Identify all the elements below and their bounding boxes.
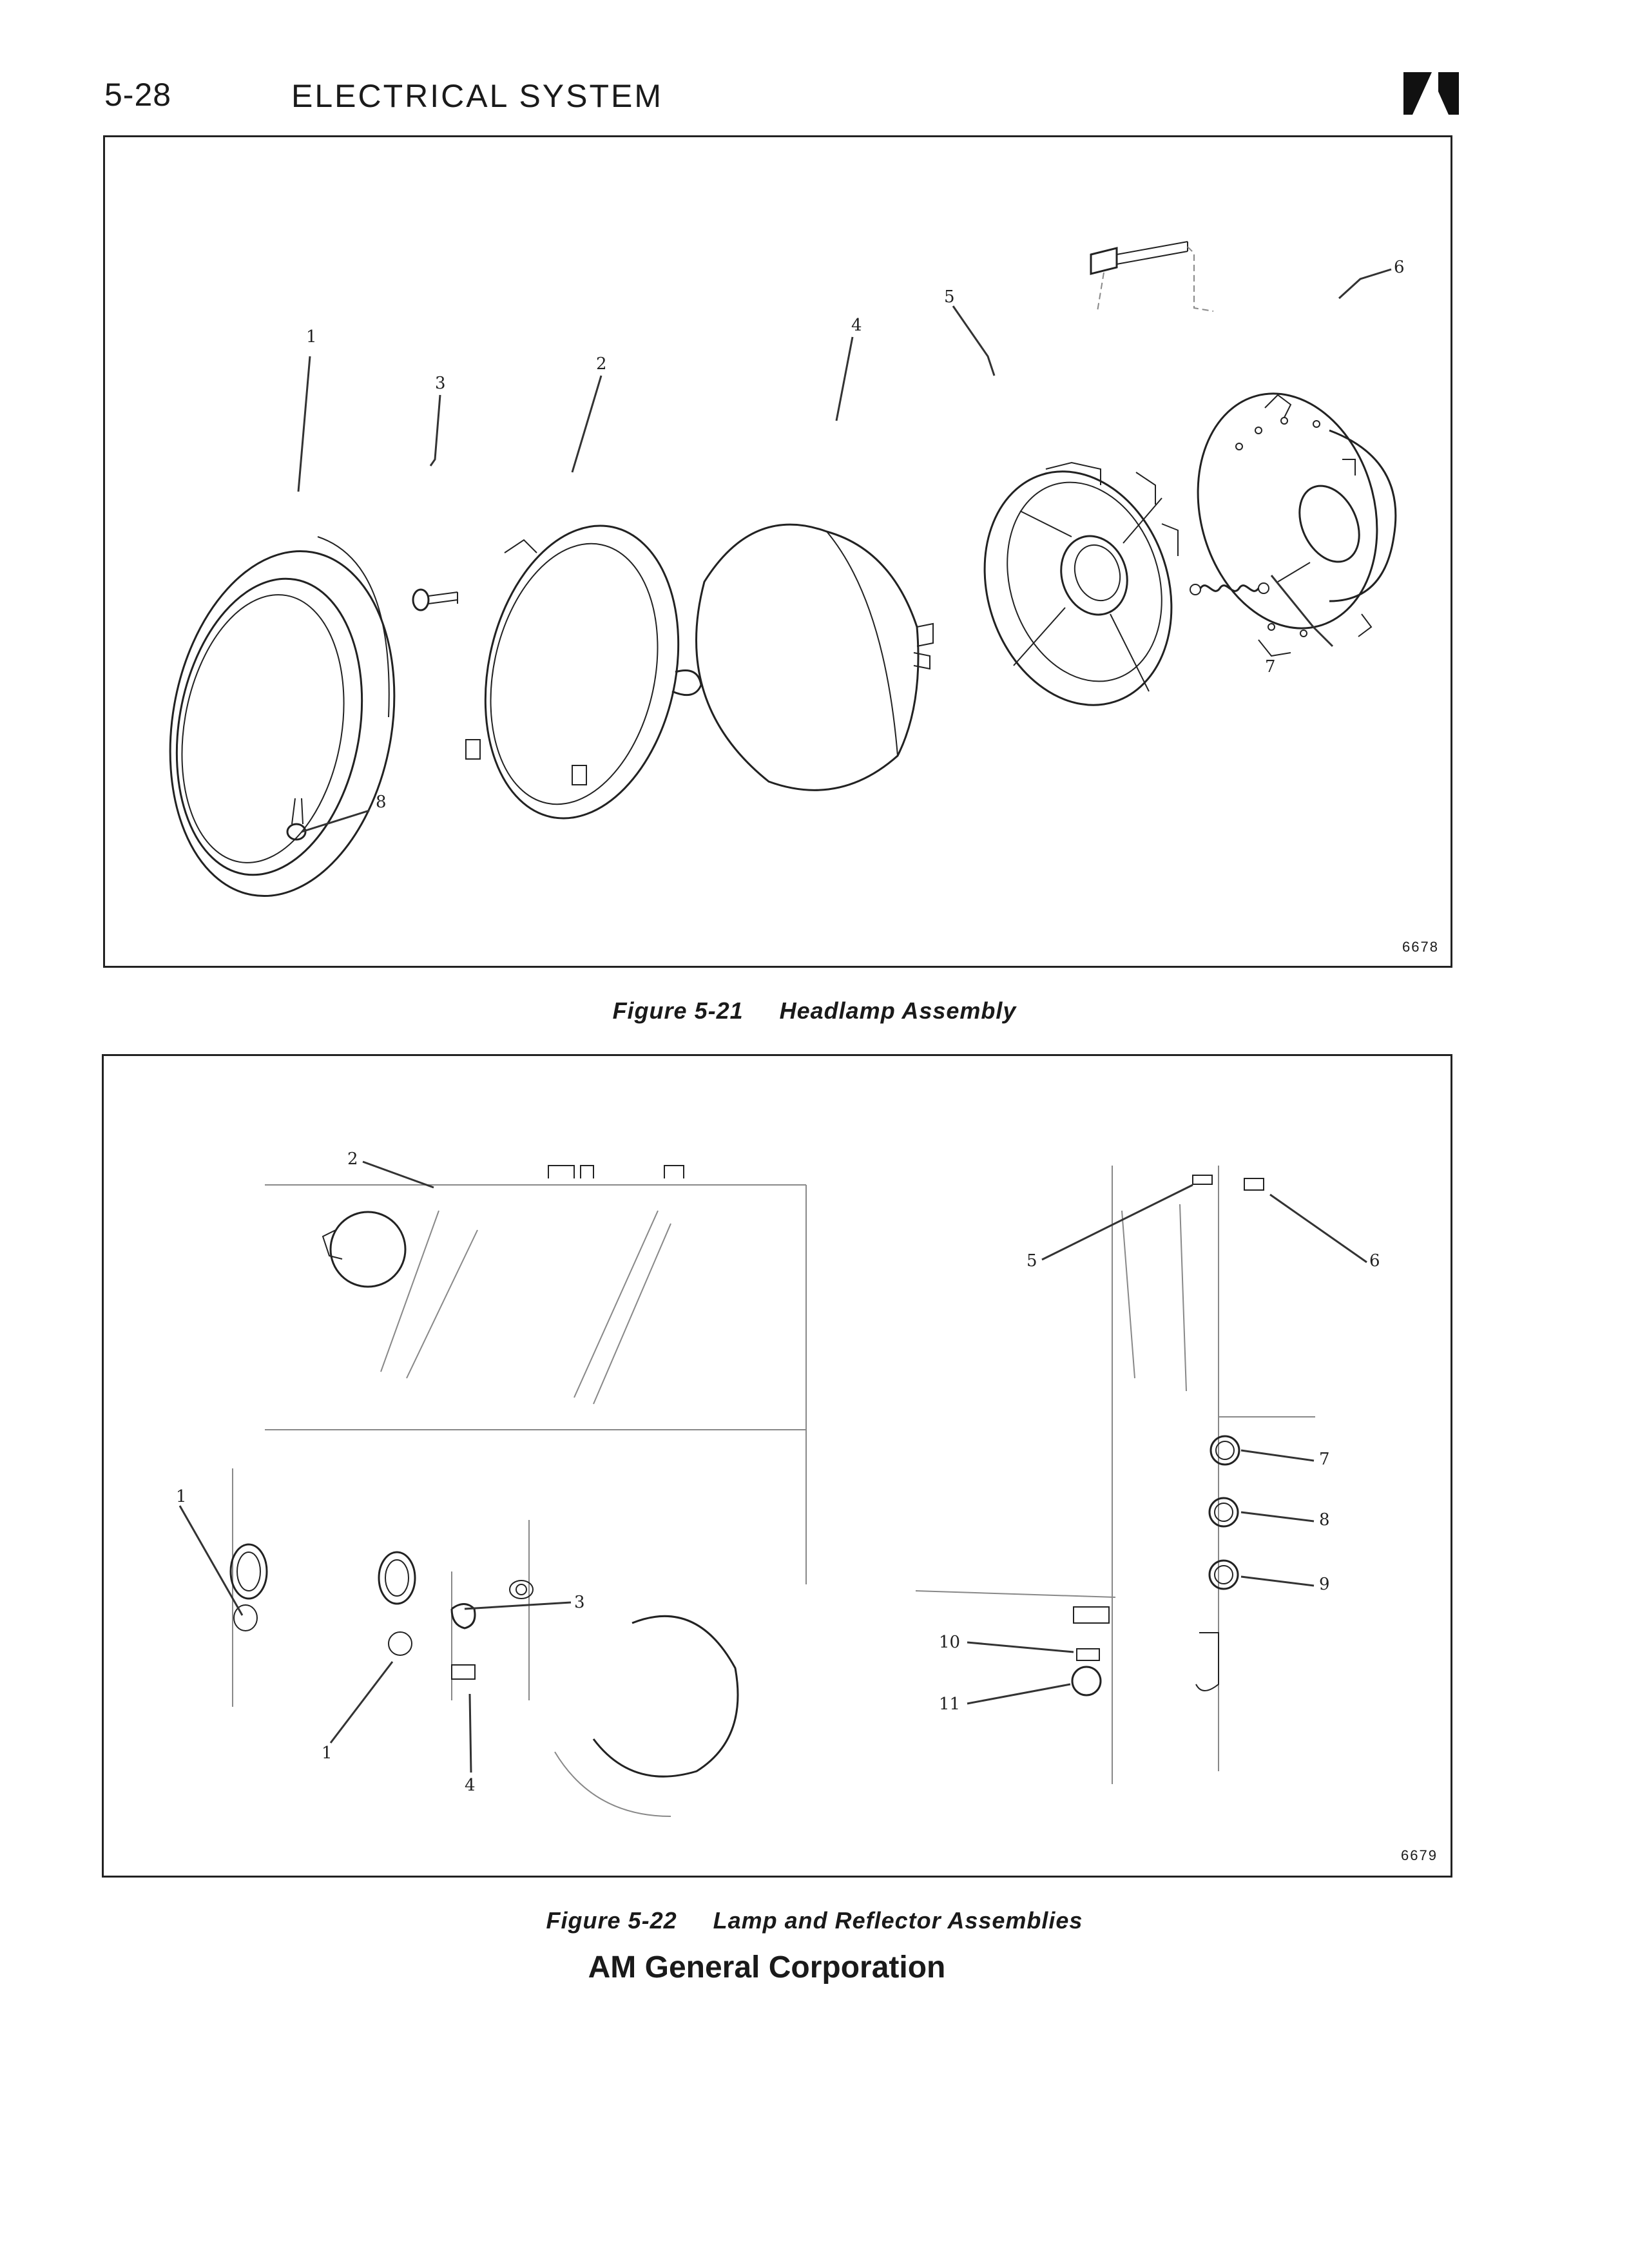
callout-4: 4 [465,1776,476,1795]
callout-1-lower: 1 [322,1744,333,1763]
callout-2: 2 [596,354,607,374]
callout-8: 8 [1319,1510,1330,1530]
am-general-logo-icon [1403,72,1459,115]
callout-3: 3 [574,1593,585,1612]
bezel-ring-part [144,533,421,914]
adjusting-screw-part [1091,242,1213,311]
callout-8: 8 [376,793,387,812]
callout-6: 6 [1369,1251,1380,1271]
mounting-ring-part [956,447,1201,729]
caption-title: Headlamp Assembly [779,997,1017,1024]
callout-4: 4 [851,316,862,335]
callout-11: 11 [939,1695,961,1714]
caption-number: Figure 5-22 [546,1907,677,1934]
callout-6: 6 [1394,258,1405,277]
caption-number: Figure 5-21 [612,997,744,1024]
callout-9: 9 [1319,1575,1330,1594]
callout-5: 5 [1027,1251,1037,1271]
figure-headlamp-assembly-panel [103,135,1452,968]
callout-1-upper: 1 [176,1487,187,1506]
publisher-footer: AM General Corporation [588,1950,946,1984]
callout-10: 10 [939,1633,961,1652]
bezel-screw-part [287,798,305,840]
retaining-ring-part [459,508,704,836]
figure-5-22-caption [0,1907,1629,1934]
callout-7: 7 [1265,657,1276,677]
vehicle-front-view [231,1166,806,1816]
section-title: ELECTRICAL SYSTEM [291,78,664,114]
callout-2: 2 [347,1149,358,1169]
page-number: 5-28 [104,77,172,113]
lamp-reflector-drawing [104,1056,1451,1876]
retaining-screw-part [413,590,458,610]
figure-lamp-reflector-panel [102,1054,1452,1878]
vehicle-rear-view [916,1166,1315,1784]
figure-5-21-caption [0,997,1629,1024]
callout-3: 3 [435,374,446,393]
callout-5: 5 [944,287,955,307]
drawing-code: 6678 [1402,939,1439,955]
sealed-beam-lamp-part [697,524,934,790]
headlamp-housing-part [1173,373,1403,656]
headlamp-exploded-drawing [105,137,1451,966]
callout-7: 7 [1319,1450,1330,1469]
caption-title: Lamp and Reflector Assemblies [713,1907,1083,1934]
adjusting-spring-part [1190,583,1269,595]
drawing-code: 6679 [1401,1847,1438,1863]
callout-1: 1 [306,327,317,347]
